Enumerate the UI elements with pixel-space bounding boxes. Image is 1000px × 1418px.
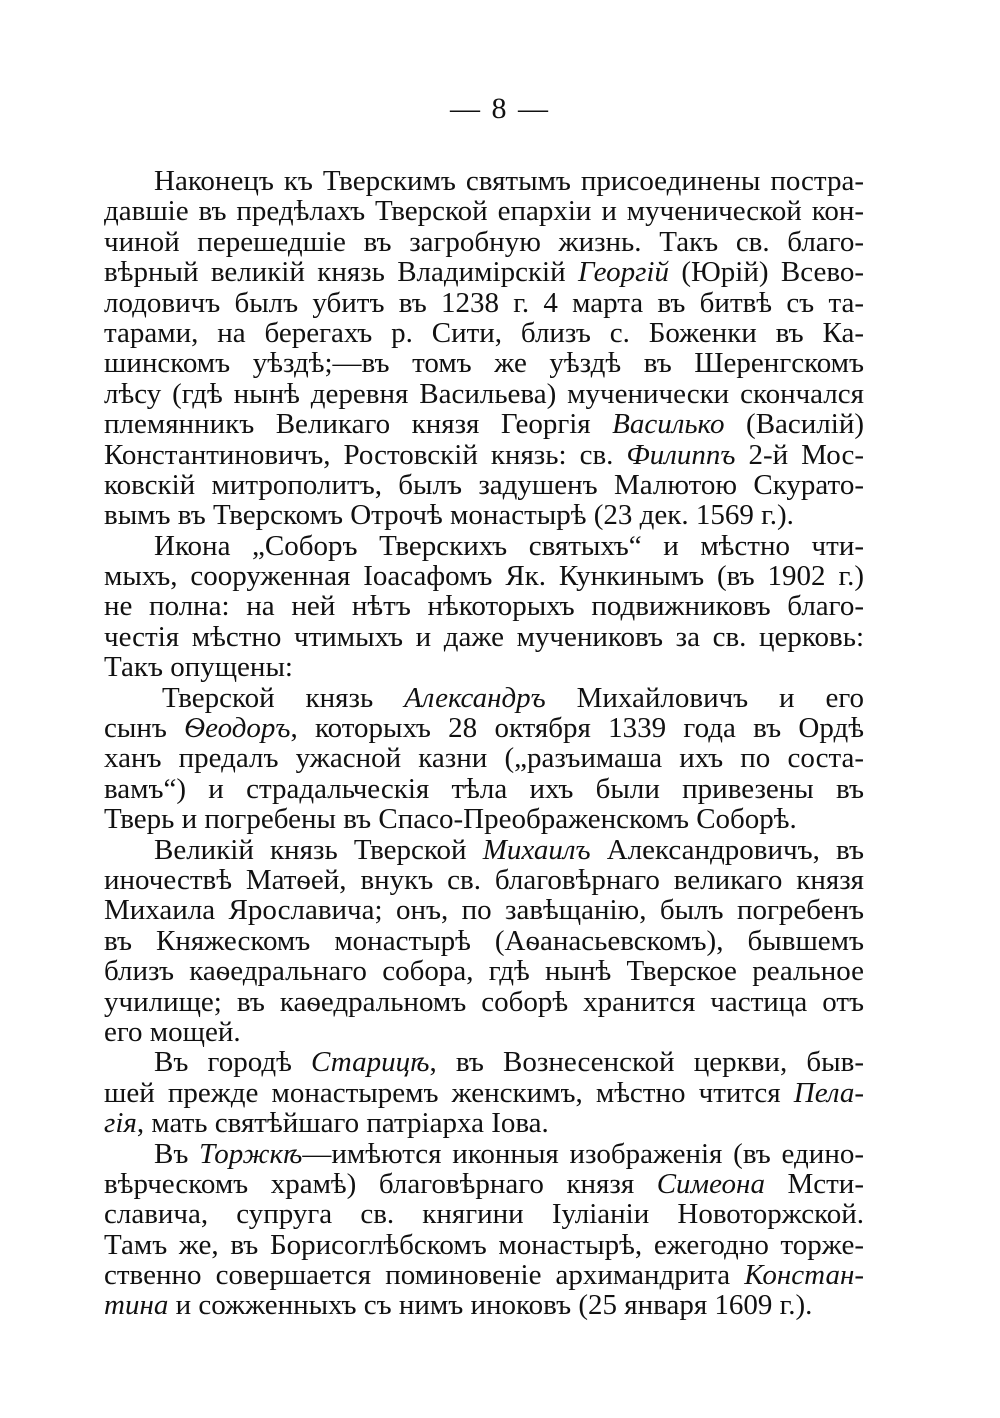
body-text (104, 166, 864, 1321)
text-line: вамъ“) и страдальческія тѣла ихъ были привезены въ (104, 773, 864, 805)
text-line: вѣрный великій князь Владимірскій Георгій (Юрій) Всево- (104, 257, 864, 288)
text-line: вѣрческомъ храмѣ) благовѣрнаго князя Симеона Мсти- (104, 1168, 864, 1200)
text-line: Такъ опущены: (104, 652, 293, 683)
text-line: ковскій митрополитъ, былъ задушенъ Малютою Скурато- (104, 469, 864, 501)
text-line: шинскомъ уѣздѣ;—въ томъ же уѣздѣ въ Шеренгскомъ (104, 348, 864, 379)
text-line: близъ каѳедральнаго собора, гдѣ нынѣ Тверское реальное (104, 956, 864, 987)
text-line: ственно совершается поминовеніе архимандрита Констан- (104, 1260, 864, 1291)
text-line: Икона „Соборъ Тверскихъ святыхъ“ и мѣстно чти- (154, 530, 864, 562)
text-line: тина и сожженныхъ съ нимъ иноковъ (25 января 1609 г.). (104, 1290, 813, 1321)
text-line: лѣсу (гдѣ нынѣ деревня Васильева) мученически скончался (104, 378, 864, 410)
text-line: мыхъ, сооруженная Іоасафомъ Як. Кункинымъ (въ 1902 г.) (104, 561, 864, 592)
page-number: — 8 — (450, 92, 550, 125)
text-line: тарами, на берегахъ р. Сити, близъ с. Боженки въ Ка- (104, 317, 864, 349)
text-line: въ Княжескомъ монастырѣ (Аѳанасьевскомъ), бывшемъ (104, 925, 864, 957)
text-line: гія, мать святѣйшаго патріарха Іова. (104, 1108, 549, 1139)
text-line: Тверской князь Александръ Михайловичъ и его (162, 682, 864, 714)
text-line: иночествѣ Матѳей, внукъ св. благовѣрнаго великаго князя (104, 864, 864, 896)
text-line: ханъ предалъ ужасной казни („разъимаша ихъ по соста- (104, 743, 864, 774)
text-line: Наконецъ къ Тверскимъ святымъ присоединены постра- (154, 166, 864, 197)
text-line: лодовичъ былъ убитъ въ 1238 г. 4 марта въ битвѣ съ та- (104, 287, 864, 318)
text-line: Константиновичъ, Ростовскій князь: св. Филиппъ 2-й Мос- (104, 439, 864, 470)
text-line: сынъ Ѳеодоръ, которыхъ 28 октября 1339 года въ Ордѣ (104, 713, 864, 744)
text-line: не полна: на ней нѣтъ нѣкоторыхъ подвижниковъ благо- (104, 591, 864, 622)
text-line: честія мѣстно чтимыхъ и даже мучениковъ за св. церковь: (104, 621, 864, 653)
text-line: училище; въ каѳедральномъ соборѣ хранится частица отъ (104, 986, 864, 1017)
text-line: племянникъ Великаго князя Георгія Василько (Василій) (104, 409, 864, 440)
text-line: Тверь и погребены въ Спасо-Преображенскомъ Соборѣ. (104, 804, 797, 835)
text-line: Михаила Ярославича; онъ, по завѣщанію, былъ погребенъ (104, 895, 864, 926)
text-line: чиной перешедшіе въ загробную жизнь. Такъ св. благо- (104, 226, 864, 258)
text-line: вымъ въ Тверскомъ Отрочѣ монастырѣ (23 дек. 1569 г.). (104, 500, 794, 531)
text-line: Въ Торжкѣ—имѣются иконныя изображенія (въ едино- (154, 1138, 864, 1169)
text-line: Великій князь Тверской Михаилъ Александровичъ, въ (154, 834, 864, 865)
text-line: славича, супруга св. княгини Іуліаніи Новоторжской. (104, 1199, 864, 1230)
text-line: Тамъ же, въ Борисоглѣбскомъ монастырѣ, ежегодно торже- (104, 1229, 864, 1261)
text-line: давшіе въ предѣлахъ Тверской епархіи и мученической кон- (104, 196, 864, 227)
text-line: шей прежде монастыремъ женскимъ, мѣстно чтится Пела- (104, 1077, 864, 1109)
text-line: его мощей. (104, 1016, 241, 1048)
text-line: Въ городѣ Старицѣ, въ Вознесенской церкви, быв- (154, 1047, 864, 1078)
